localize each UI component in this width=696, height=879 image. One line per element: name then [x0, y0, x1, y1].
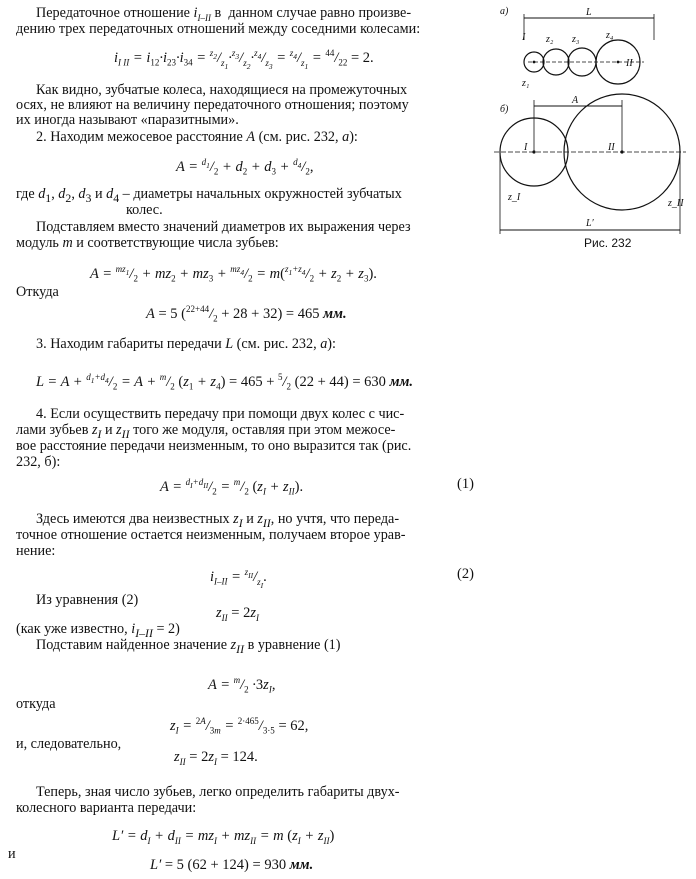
- figure-232: [486, 0, 696, 260]
- para-3-line-1: где $d_1$, $d_2$, $d_3$ и $d_4$ – диаметры начальных окружностей зубчатых: [16, 186, 402, 205]
- para-4-line-1: Подставляем вместо значений диаметров их выражения через: [36, 219, 411, 235]
- label-II-b: II: [608, 142, 615, 153]
- label-II-a: II: [626, 58, 633, 69]
- section-2-heading: 2. Находим межосевое расстояние A (см. рис. 232, а):: [36, 129, 358, 145]
- label-A: A: [572, 95, 579, 106]
- otkuda-1: Откуда: [16, 284, 59, 300]
- equation-gear-ratio-chain: $i_{I II} = i_{12}\cdot i_{23}\cdot i_{34} = ^{z_2}/_{z_1}\cdot^{z_3}/_{z_2}\cdot^{z_4}/_{z_3} = ^{z_4}/_{z_1} = ^{44}/_{22} = 2$.: [114, 48, 374, 71]
- label-zII: z_II: [668, 198, 684, 209]
- equation-1: $A = ^{d_I+d_{II}}/_2 = ^m/_2$ $(z_I + z_{II})$.: [160, 477, 304, 497]
- para-5-line-2: точное отношение остается неизменным, получаем второе урав-: [16, 527, 406, 543]
- para-8: Подставим найденное значение $z_{II}$ в уравнение (1): [36, 637, 341, 656]
- equation-zII: $z_{II} = 2z_I$: [216, 605, 259, 623]
- label-I-a: I: [522, 32, 526, 43]
- label-Lprime: L′: [586, 218, 594, 229]
- equation-1-number: (1): [457, 476, 474, 492]
- equation-A-value: A = 5 $(^{22+44}/_2 + 28 + 32) = 465$ мм.: [146, 304, 347, 324]
- label-z2: z₂: [546, 34, 554, 45]
- para-7: (как уже известно, $i_{I-II} = 2$): [16, 621, 180, 640]
- para-1-line-1: Передаточное отношение $i_{I-II}$ в данном случае равно произве-: [36, 5, 412, 23]
- otkuda-2: откуда: [16, 696, 56, 712]
- label-I-b: I: [524, 142, 528, 153]
- equation-zI-value: $z_I = ^{2A}/_{3m} = ^{2\cdot 465}/_{3\cdot 5} = 62$,: [170, 716, 309, 736]
- para-5-line-1: Здесь имеются два неизвестных $z_I$ и $z_{II}$, но учтя, что переда-: [36, 511, 400, 530]
- section-4-line-4: 232, б):: [16, 454, 61, 470]
- para-5-line-3: нение:: [16, 543, 56, 559]
- equation-2: $i_{I-II} = ^{z_{II}}/_{z_I}$.: [210, 567, 267, 590]
- section-4-line-1: 4. Если осуществить передачу при помощи двух колес с чис-: [36, 406, 405, 422]
- i-word: и: [8, 846, 16, 862]
- para-2-line-3: их иногда называют «паразитными».: [16, 112, 239, 128]
- para-6: Из уравнения (2): [36, 592, 139, 608]
- para-2-line-1: Как видно, зубчатые колеса, находящиеся на промежуточных: [36, 82, 408, 98]
- equation-2-number: (2): [457, 566, 474, 582]
- section-3-heading: 3. Находим габариты передачи L (см. рис. 232, а):: [36, 336, 336, 352]
- para-2-line-2: осях, не влияют на величину передаточного отношения; поэтому: [16, 97, 409, 113]
- para-3-line-2: колес.: [126, 202, 163, 218]
- label-zI: z_I: [508, 192, 521, 203]
- section-4-line-3: вое расстояние передачи неизменным, то оно выразится так (рис.: [16, 438, 412, 454]
- section-4-line-2: лами зубьев $z_I$ и $z_{II}$ того же модуля, оставляя при этом межосе-: [16, 422, 396, 441]
- label-z4: z₄: [606, 30, 614, 41]
- equation-A-3zI: $A = ^m/_2 \cdot 3z_I$,: [208, 675, 276, 695]
- equation-A-module: $A = ^{mz_1}/_2 + mz_2 + mz_3 + ^{mz_4}/_2 = m(^{z_1+z_4}/_2 + z_2 + z_3)$.: [90, 264, 377, 284]
- para-9-line-1: Теперь, зная число зубьев, легко определить габариты двух-: [36, 784, 400, 800]
- label-z1: z₁: [522, 78, 530, 89]
- para-4-line-2: модуль m и соответствующие числа зубьев:: [16, 235, 279, 251]
- figure-caption: Рис. 232: [584, 236, 632, 250]
- para-9-line-2: колесного варианта передачи:: [16, 800, 197, 816]
- i-sledovatelno: и, следовательно,: [16, 736, 122, 752]
- equation-Lprime: $L' = d_I + d_{II} = mz_I + mz_{II} = m$ $(z_I + z_{II})$: [112, 828, 335, 846]
- equation-Lprime-value: L′ = 5 (62 + 124) = 930 мм.: [150, 857, 314, 873]
- equation-L: $L = A + ^{d_1+d_4}/_2 = A + ^m/_2$ $(z_1 + z_4) = 465 + ^5/_2$ (22 + 44) = 630 мм.: [36, 372, 414, 392]
- equation-zII-value: $z_{II} = 2z_I = 124$.: [174, 749, 258, 767]
- label-L: L: [586, 7, 592, 18]
- para-1-line-2: дению трех передаточных отношений между соседними колесами:: [16, 21, 421, 37]
- label-a: а): [500, 6, 509, 17]
- equation-A-diameters: $A = ^{d_1}/_2 + d_2 + d_3 + ^{d_4}/_2$,: [176, 157, 314, 177]
- label-b: б): [500, 104, 509, 115]
- label-z3: z₃: [572, 34, 580, 45]
